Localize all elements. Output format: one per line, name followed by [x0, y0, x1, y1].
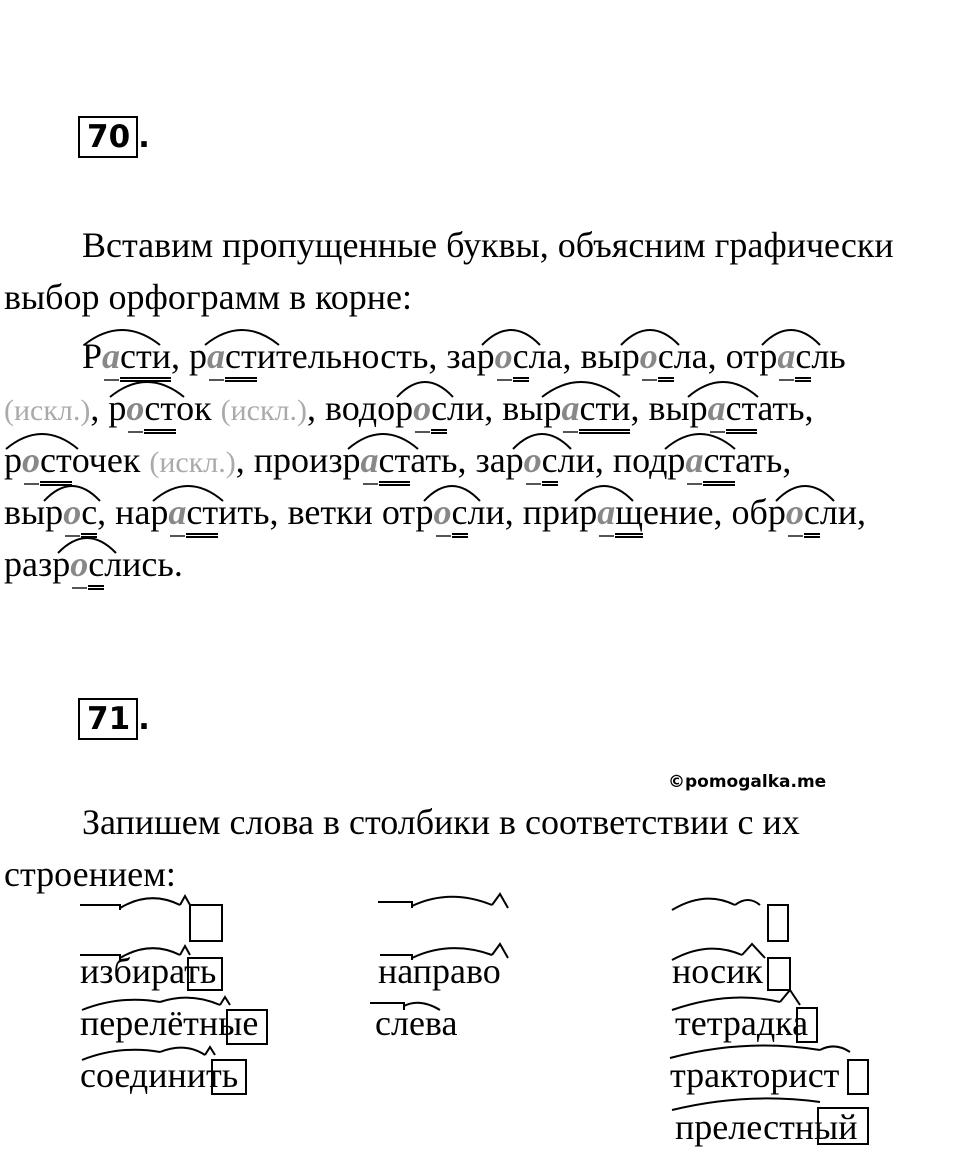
exercise-word: вырастать,	[648, 387, 813, 429]
exercise-word: отросли,	[382, 491, 514, 533]
column-1-word: соединить	[80, 1055, 239, 1095]
exercise-word: росток	[108, 387, 211, 429]
exercise-word: подрастать,	[613, 439, 791, 481]
exercise-word: заросла,	[446, 335, 571, 377]
exercise-line: Расти, растительность, заросла, выросла, отрасль	[82, 335, 846, 377]
column-2-word: направо	[378, 951, 501, 991]
column-1-word: перелётные	[80, 1003, 259, 1043]
exercise-word: приращение,	[523, 491, 723, 533]
exercise-word: нарастить,	[115, 491, 278, 533]
exercise-word: обросли,	[732, 491, 867, 533]
column-3-word: тетрадка	[675, 1003, 809, 1043]
exercise-word: вырасти	[502, 387, 630, 429]
exercise-word: Расти	[82, 335, 171, 377]
exercise-word: отрасль	[726, 335, 846, 377]
exercise-word: росточек	[4, 439, 140, 481]
column-3-word: носик	[672, 951, 763, 991]
exception-note: (искл.)	[149, 446, 236, 479]
exercise-line: росточек (искл.), произрастать, заросли, подрастать,	[4, 439, 791, 481]
exercise-word: растительность,	[189, 335, 437, 377]
column-2-word: слева	[375, 1003, 458, 1043]
exercise-word: вырос	[4, 491, 97, 533]
exercise-word: разрослись.	[4, 543, 183, 585]
task-70-instruction-line-1: Вставим пропущенные буквы, объясним графически	[82, 225, 894, 265]
exercise-word: выросла,	[581, 335, 717, 377]
task-70-number: 70 .	[78, 116, 150, 158]
watermark: ©pomogalka.me	[668, 772, 827, 792]
task-71-number: 71 .	[78, 698, 150, 740]
exception-note: (искл.)	[220, 394, 308, 427]
exercise-word: произрастать,	[254, 439, 467, 481]
column-1-word: избирать	[80, 951, 217, 991]
column-3-word: прелестный	[675, 1107, 858, 1147]
exercise-word: водоросли,	[325, 387, 493, 429]
task-70-instruction-line-2: выбор орфограмм в корне:	[4, 277, 413, 317]
exercise-line: вырос, нарастить, ветки отросли, приращение, обросли,	[4, 491, 866, 533]
exercise-line: (искл.), росток (искл.), водоросли, вырасти, вырастать,	[4, 387, 814, 429]
exercise-word: заросли,	[475, 439, 603, 481]
exception-note: (искл.)	[4, 394, 91, 427]
task-71-instruction-line-2: строением:	[4, 854, 176, 894]
column-3-word: тракторист	[670, 1055, 840, 1095]
task-71-instruction-line-1: Запишем слова в столбики в соответствии с их	[82, 802, 800, 842]
